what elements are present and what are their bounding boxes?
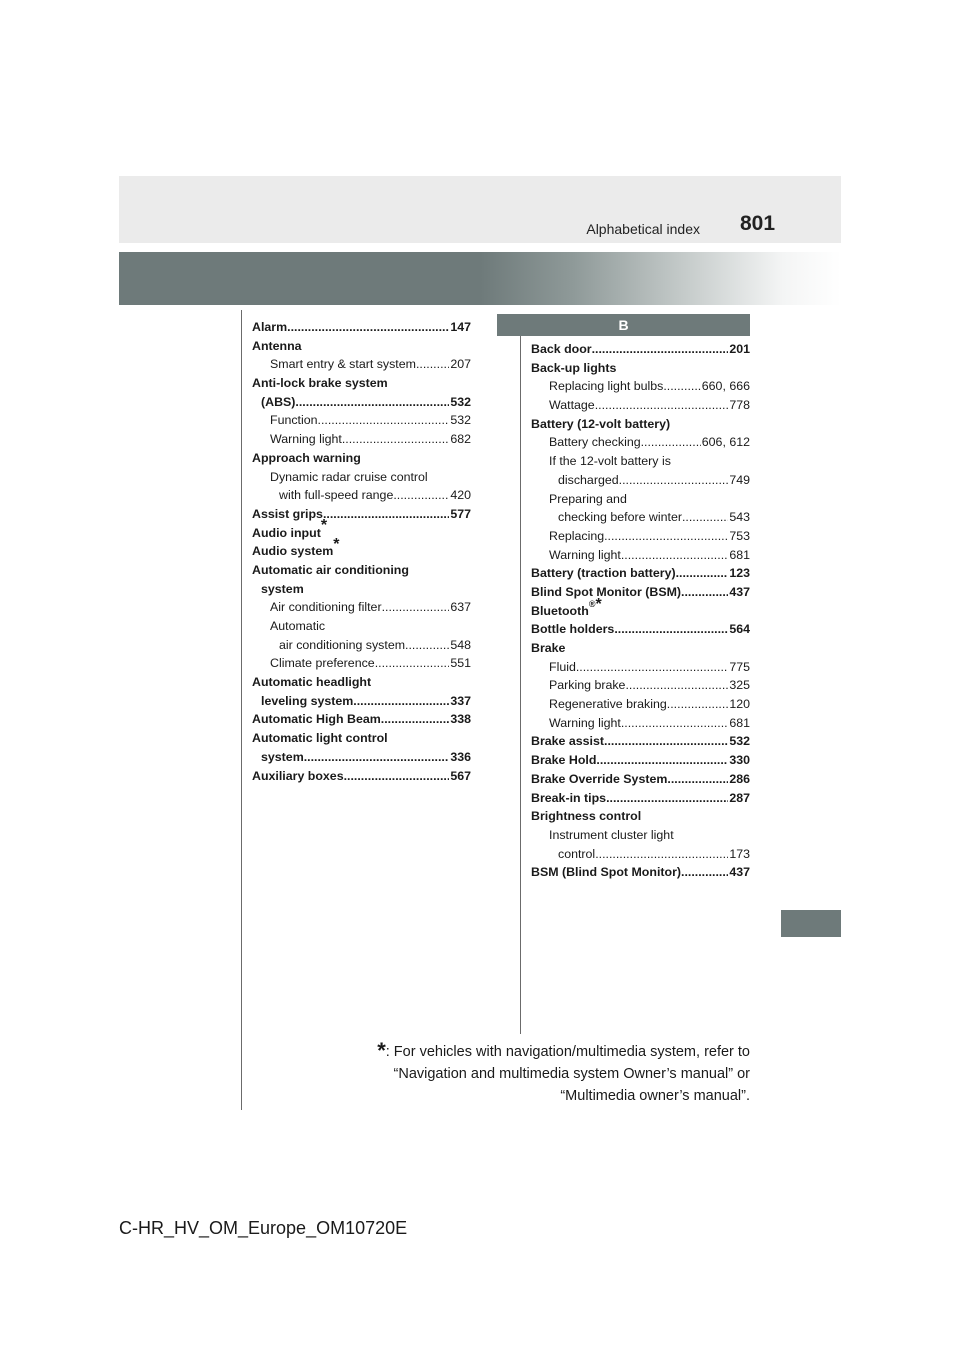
page-ref: 681 — [729, 715, 750, 730]
page-ref: 749 — [729, 472, 750, 487]
dot-leader — [342, 430, 449, 449]
index-entry — [531, 415, 750, 434]
index-entry — [531, 452, 750, 471]
index-entry — [252, 673, 471, 692]
dot-leader — [393, 486, 449, 505]
entry-term: with full-speed range — [279, 488, 394, 503]
entry-term: Brake Hold — [531, 753, 597, 768]
entry-term: Brake assist — [531, 734, 605, 749]
entry-term: Air conditioning filter — [270, 600, 382, 615]
page-ref: 775 — [729, 659, 750, 674]
entry-term: Automatic air conditioning — [252, 562, 409, 577]
entry-term: Climate preference — [270, 656, 375, 671]
page-ref: 147 — [450, 320, 471, 334]
entry-term: Dynamic radar cruise control — [270, 469, 428, 484]
entry-term: Warning light — [549, 715, 621, 730]
dot-leader — [606, 789, 728, 808]
page-ref: 532 — [450, 413, 471, 428]
index-entry — [252, 692, 471, 711]
entry-term: Blind Spot Monitor (BSM) — [531, 584, 682, 599]
page-ref: 123 — [729, 566, 750, 581]
entry-term: leveling system — [261, 693, 354, 708]
dot-leader — [641, 433, 701, 452]
dot-leader — [604, 527, 728, 546]
footnote-ref: * — [320, 517, 328, 535]
dot-leader — [295, 393, 449, 412]
index-entry — [531, 564, 750, 583]
index-column-b — [531, 340, 750, 882]
page-ref: 173 — [729, 846, 750, 861]
page-ref: 325 — [729, 678, 750, 693]
page-ref: 286 — [729, 771, 750, 786]
dot-leader — [592, 340, 729, 359]
page-number: 801 — [740, 212, 776, 235]
dot-leader — [604, 732, 728, 751]
index-entry — [531, 639, 750, 658]
letter-heading-label: B — [618, 317, 629, 333]
dot-leader — [287, 318, 449, 337]
index-entry — [252, 411, 471, 430]
footnote-line-3: “Multimedia owner’s manual”. — [560, 1088, 750, 1104]
dot-leader — [681, 863, 728, 882]
dot-leader — [344, 767, 450, 786]
page-ref: 567 — [450, 768, 471, 783]
index-entry — [252, 617, 471, 636]
footnote-line-2: “Navigation and multimedia system Owner’s manual” or — [393, 1066, 750, 1082]
page-ref: 287 — [729, 790, 750, 805]
entry-term: Assist grips — [252, 506, 323, 521]
dot-leader — [614, 620, 728, 639]
index-column-a — [252, 318, 471, 785]
entry-term: Automatic headlight — [252, 675, 372, 690]
page-ref: 564 — [729, 622, 750, 637]
page-ref: 337 — [450, 693, 471, 708]
dot-leader — [318, 411, 450, 430]
index-entry — [252, 468, 471, 487]
letter-heading-b — [497, 314, 750, 336]
column-divider — [520, 334, 521, 1034]
dot-leader — [681, 583, 728, 602]
index-entry — [252, 767, 471, 786]
entry-term: Smart entry & start system — [270, 357, 416, 372]
entry-term: air conditioning system — [279, 637, 406, 652]
index-entry — [531, 751, 750, 770]
entry-term: Battery checking — [549, 435, 641, 450]
page-ref: 207 — [450, 357, 471, 372]
page-ref: 336 — [450, 749, 471, 764]
page-ref: 682 — [450, 432, 471, 447]
entry-term: Automatic High Beam — [252, 712, 381, 727]
entry-term: Approach warning — [252, 450, 361, 465]
index-entry — [252, 598, 471, 617]
page-ref: 606, 612 — [701, 435, 750, 450]
index-entry — [531, 359, 750, 378]
dot-leader — [304, 748, 450, 767]
dot-leader — [382, 598, 450, 617]
entry-term: Fluid — [549, 659, 576, 674]
dot-leader — [667, 770, 728, 789]
page-ref: 437 — [729, 584, 750, 599]
page-ref: 532 — [450, 394, 471, 409]
document-id: C-HR_HV_OM_Europe_OM10720E — [119, 1218, 408, 1238]
index-entry — [252, 430, 471, 449]
index-entry — [252, 318, 471, 337]
entry-term: Audio system* — [252, 536, 340, 559]
page-ref: 577 — [450, 506, 471, 521]
index-entry — [252, 729, 471, 748]
page-ref: 420 — [450, 488, 471, 503]
dot-leader — [619, 471, 729, 490]
index-entry — [531, 658, 750, 677]
index-entry — [531, 807, 750, 826]
index-entry — [531, 377, 750, 396]
page-ref: 330 — [729, 753, 750, 768]
registered-mark: ® — [588, 598, 596, 609]
index-entry — [531, 508, 750, 527]
index-entry — [531, 396, 750, 415]
index-entry — [252, 374, 471, 393]
page-ref: 681 — [729, 547, 750, 562]
entry-term: Battery (traction battery) — [531, 566, 676, 581]
index-entry — [531, 714, 750, 733]
index-entry — [531, 695, 750, 714]
entry-term: Replacing — [549, 528, 605, 543]
index-entry — [252, 355, 471, 374]
index-entry — [531, 676, 750, 695]
page-ref: 778 — [729, 398, 750, 413]
entry-term: Back door — [531, 342, 592, 356]
entry-term: Automatic light control — [252, 731, 388, 746]
dot-leader — [416, 355, 449, 374]
index-entry — [252, 561, 471, 580]
index-entry — [531, 845, 750, 864]
entry-term: Preparing and — [549, 491, 627, 506]
header-band — [119, 176, 841, 243]
dot-leader — [381, 710, 450, 729]
index-entry — [531, 471, 750, 490]
footnote-ref: * — [595, 595, 602, 613]
dot-leader — [405, 636, 449, 655]
entry-term: Bluetooth®* — [531, 595, 602, 618]
entry-term: Warning light — [549, 547, 621, 562]
entry-term: Antenna — [252, 338, 302, 353]
entry-term: Battery (12-volt battery) — [531, 416, 671, 431]
entry-term: Alarm — [252, 320, 288, 334]
page-ref: 543 — [729, 510, 750, 525]
dot-leader — [625, 676, 728, 695]
index-entry — [531, 595, 750, 621]
chapter-band — [119, 252, 841, 305]
dot-leader — [676, 564, 729, 583]
index-entry — [531, 527, 750, 546]
entry-term: BSM (Blind Spot Monitor) — [531, 865, 682, 880]
entry-term: Back-up lights — [531, 360, 617, 375]
entry-term: Brake Override System — [531, 771, 668, 786]
entry-term: Replacing light bulbs — [549, 379, 664, 394]
page-ref: 637 — [450, 600, 471, 615]
page-ref: 548 — [450, 637, 471, 652]
left-margin-rule — [241, 310, 242, 1110]
dot-leader — [576, 658, 728, 677]
entry-term: Regenerative braking — [549, 697, 667, 712]
index-entry — [531, 732, 750, 751]
index-entry — [531, 583, 750, 602]
entry-term: Parking brake — [549, 678, 626, 693]
index-entry — [252, 710, 471, 729]
page-ref: 753 — [729, 528, 750, 543]
entry-term: Brake — [531, 641, 566, 655]
dot-leader — [621, 546, 728, 565]
index-entry — [252, 393, 471, 412]
dot-leader — [682, 508, 728, 527]
page-ref: 660, 666 — [701, 379, 750, 394]
index-entry — [531, 340, 750, 359]
entry-term: Anti-lock brake system — [252, 376, 388, 391]
dot-leader — [663, 377, 700, 396]
index-entry — [252, 580, 471, 599]
dot-leader — [595, 845, 728, 864]
page-ref: 120 — [729, 697, 750, 712]
index-entry — [252, 536, 471, 561]
entry-term: Brightness control — [531, 809, 642, 824]
index-entry — [531, 620, 750, 639]
entry-term: control — [558, 846, 596, 861]
entry-term: Function — [270, 413, 318, 428]
dot-leader — [353, 692, 449, 711]
entry-term: Audio input* — [252, 517, 328, 540]
entry-term: Instrument cluster light — [549, 827, 674, 842]
index-entry — [531, 546, 750, 565]
index-entry — [252, 337, 471, 356]
entry-term: (ABS) — [261, 394, 296, 409]
entry-term: Auxiliary boxes — [252, 768, 344, 783]
footnote-mark: * — [377, 1038, 386, 1063]
entry-term: Automatic — [270, 619, 326, 633]
footnote-ref: * — [333, 536, 340, 554]
section-title: Alphabetical index — [586, 221, 700, 237]
page-ref: 532 — [729, 734, 750, 749]
entry-term: discharged — [558, 472, 619, 487]
index-entry — [252, 486, 471, 505]
page-ref: 338 — [450, 712, 471, 727]
chapter-thumb-tab — [781, 910, 841, 937]
index-entry — [252, 505, 471, 524]
footnote-line-1: *: For vehicles with navigation/multimedia system, refer to — [377, 1038, 750, 1063]
index-entry — [531, 863, 750, 882]
index-entry — [531, 789, 750, 808]
dot-leader — [595, 396, 729, 415]
index-entry — [531, 433, 750, 452]
index-entry — [252, 517, 471, 543]
entry-term: system — [261, 749, 304, 764]
entry-term: Bottle holders — [531, 622, 615, 637]
index-entry — [252, 449, 471, 468]
index-entry — [531, 826, 750, 845]
page-ref: 551 — [450, 656, 471, 671]
dot-leader — [375, 654, 450, 673]
index-entry — [531, 770, 750, 789]
dot-leader — [596, 751, 728, 770]
dot-leader — [667, 695, 729, 714]
entry-term: Warning light — [270, 432, 342, 447]
entry-term: Break-in tips — [531, 790, 607, 805]
index-entry — [252, 636, 471, 655]
entry-term: checking before winter — [558, 510, 682, 525]
page-ref: 437 — [729, 865, 750, 880]
entry-term: system — [261, 581, 304, 596]
index-entry — [252, 654, 471, 673]
footnote — [300, 1040, 750, 1107]
index-entry — [531, 490, 750, 509]
dot-leader — [323, 505, 449, 524]
page-ref: 201 — [729, 342, 750, 356]
index-entry — [252, 748, 471, 767]
entry-term: If the 12-volt battery is — [549, 454, 671, 469]
entry-term: Wattage — [549, 398, 595, 413]
dot-leader — [621, 714, 728, 733]
